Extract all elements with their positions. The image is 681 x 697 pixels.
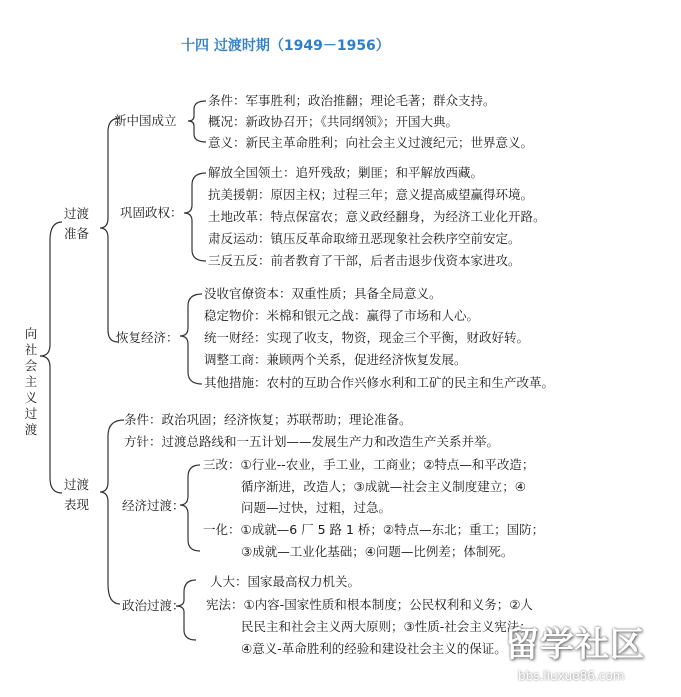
- econ-sangai-line: 问题—过快，过粗，过急。: [241, 500, 392, 515]
- new-china-label: 新中国成立: [114, 113, 177, 128]
- new-china-item: 意义：新民主革命胜利；向社会主义过渡纪元；世界意义。: [208, 135, 534, 150]
- perf-label-line1: 过渡: [64, 477, 90, 492]
- politics-xianfa-line: 民民主和社会主义两大原则；③性质-社会主义宪法；: [241, 619, 532, 634]
- consolidate-item: 肃反运动：镇压反革命取缔丑恶现象社会秩序空前安定。: [208, 231, 521, 246]
- consolidate-label: 巩固政权：: [120, 205, 183, 220]
- econ-yihua-line: ③成就—工业化基础；④问题—比例差；体制死。: [241, 544, 514, 559]
- recovery-item: 其他措施：农村的互助合作兴修水利和工矿的民主和生产改革。: [204, 375, 555, 390]
- new-china-item: 概况：新政协召开；《共同纲领》；开国大典。: [208, 114, 459, 129]
- consolidate-item: 解放全国领土：追歼残敌；剿匪；和平解放西藏。: [208, 165, 484, 180]
- politics-renda: 人大：国家最高权力机关。: [210, 574, 361, 589]
- econ-sangai-line: 循序渐进，改造人；③成就—社会主义制度建立；④: [241, 479, 526, 494]
- econ-yihua-line: 一化：①成就—6 厂 5 路 1 桥；②特点—东北；重工；国防；: [203, 522, 545, 537]
- politics-label: 政治过渡：: [122, 598, 185, 613]
- recovery-bracket: [180, 294, 202, 384]
- perf-policy: 方针：过渡总路线和一五计划——发展生产力和改造生产关系并举。: [124, 434, 500, 449]
- recovery-item: 没收官僚资本：双重性质；具备全局意义。: [204, 286, 442, 301]
- root-label: 向社会主义过渡: [24, 326, 38, 437]
- watermark-url: bbs.liuxue86.com: [518, 669, 625, 683]
- consolidate-bracket: [184, 173, 206, 261]
- recovery-label: 恢复经济：: [116, 330, 179, 345]
- perf-bracket: [100, 420, 124, 604]
- recovery-item: 稳定物价：米棉和银元之战：赢得了市场和人心。: [204, 308, 480, 323]
- econ-label: 经济过渡：: [122, 498, 185, 513]
- prep-bracket: [100, 118, 120, 342]
- consolidate-item: 三反五反：前者教育了干部，后者击退步伐资本家进攻。: [208, 253, 521, 268]
- perf-conditions: 条件：政治巩固；经济恢复；苏联帮助；理论准备。: [124, 412, 412, 427]
- watermark-logo: 留学社区: [505, 625, 645, 665]
- prep-label-line1: 过渡: [64, 206, 90, 221]
- new-china-bracket: [188, 101, 206, 142]
- politics-xianfa-line: 宪法：①内容-国家性质和根本制度；公民权利和义务；②人: [206, 597, 533, 612]
- econ-sangai-line: 三改：①行业--农业，手工业，工商业；②特点—和平改造；: [203, 457, 535, 472]
- recovery-item: 调整工商：兼顾两个关系，促进经济恢复发展。: [204, 352, 467, 367]
- perf-label-line2: 表现: [64, 497, 90, 512]
- recovery-item: 统一财经：实现了收支，物资，现金三个平衡，财政好转。: [204, 330, 530, 345]
- new-china-item: 条件：军事胜利；政治推翻；理论毛著；群众支持。: [208, 93, 496, 108]
- politics-xianfa-line: ④意义-革命胜利的经验和建设社会主义的保证。: [241, 641, 507, 656]
- consolidate-item: 抗美援朝：原因主权；过程三年；意义提高威望赢得环境。: [208, 187, 534, 202]
- consolidate-item: 土地改革：特点保富农；意义政经翻身，为经济工业化开路。: [208, 209, 546, 224]
- prep-label-line2: 准备: [64, 226, 90, 241]
- page-title: 十四 过渡时期（1949－1956）: [181, 38, 390, 54]
- root-bracket: [40, 222, 62, 493]
